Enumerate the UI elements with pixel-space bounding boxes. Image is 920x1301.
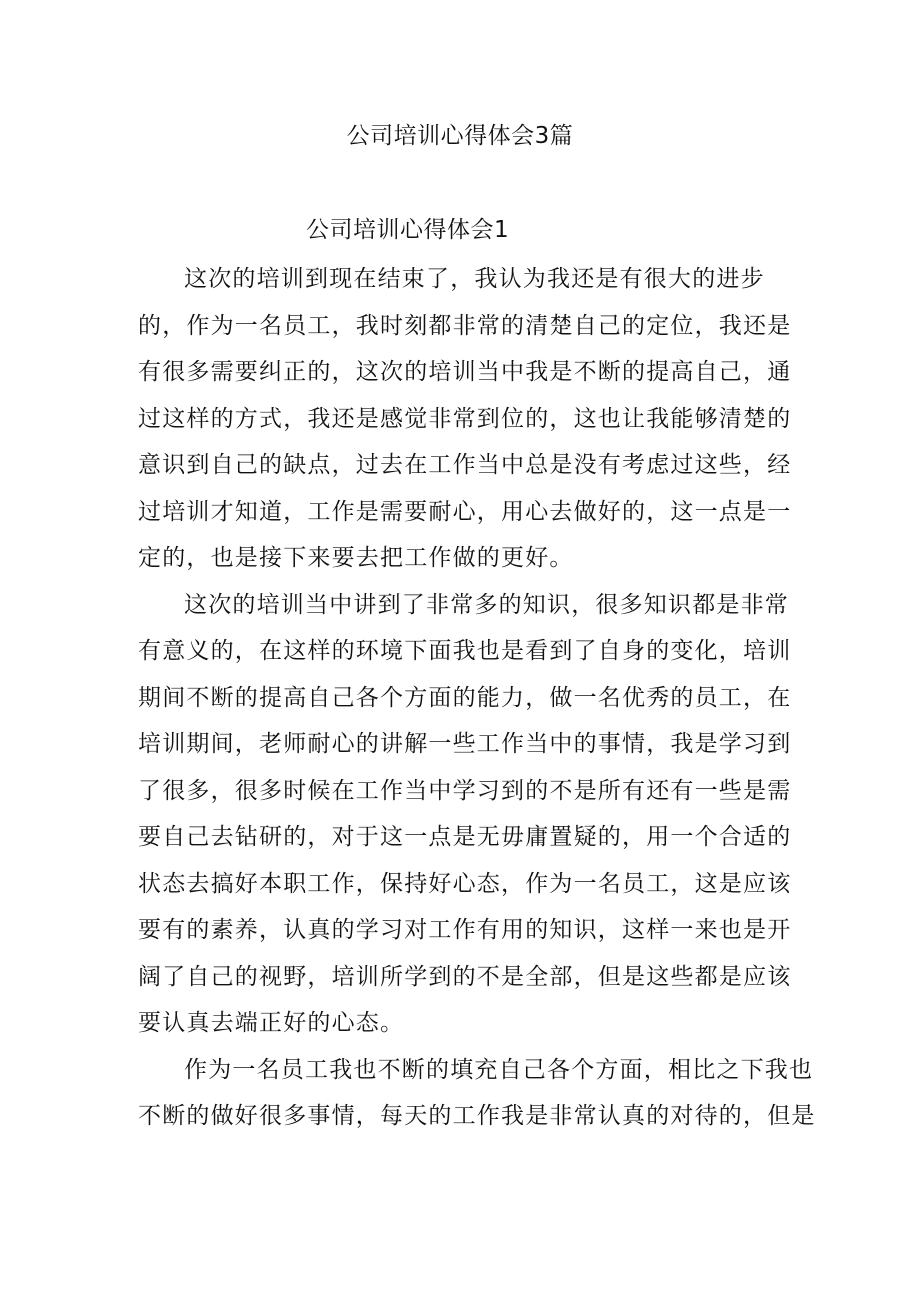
text-line: 有意义的，在这样的环境下面我也是看到了自身的变化，培训 (138, 638, 792, 664)
text-line: 要有的素养，认真的学习对工作有用的知识，这样一来也是开 (138, 917, 792, 943)
text-line: 过这样的方式，我还是感觉非常到位的，这也让我能够清楚的 (138, 405, 792, 432)
text-line: 过培训才知道，工作是需要耐心，用心去做好的，这一点是一 (138, 498, 792, 525)
text-line: 作为一名员工我也不断的填充自己各个方面，相比之下我也 (184, 1056, 814, 1083)
text-line: 阔了自己的视野，培训所学到的不是全部，但是这些都是应该 (138, 963, 792, 990)
text-line: 状态去搞好本职工作，保持好心态，作为一名员工，这是应该 (138, 870, 792, 897)
section-heading: 公司培训心得体会1 (306, 217, 510, 243)
paragraph-1 (138, 256, 792, 582)
text-line: 要自己去钻研的，对于这一点是无毋庸置疑的，用一个合适的 (138, 824, 792, 850)
paragraph-3 (138, 1047, 816, 1140)
paragraph-2 (138, 582, 792, 1047)
text-line: 这次的培训到现在结束了，我认为我还是有很大的进步 (184, 266, 765, 292)
text-line: 有很多需要纠正的，这次的培训当中我是不断的提高自己，通 (138, 359, 792, 385)
document-title: 公司培训心得体会3篇 (346, 123, 574, 149)
text-line: 培训期间，老师耐心的讲解一些工作当中的事情，我是学习到 (138, 731, 792, 757)
document-body (138, 256, 816, 1140)
text-line: 了很多，很多时候在工作当中学习到的不是所有还有一些是需 (138, 777, 792, 804)
text-line: 定的，也是接下来要去把工作做的更好。 (138, 545, 574, 571)
text-line: 这次的培训当中讲到了非常多的知识，很多知识都是非常 (184, 591, 789, 618)
text-line: 期间不断的提高自己各个方面的能力，做一名优秀的员工，在 (138, 684, 792, 711)
text-line: 意识到自己的缺点，过去在工作当中总是没有考虑过这些，经 (138, 452, 792, 478)
text-line: 的，作为一名员工，我时刻都非常的清楚自己的定位，我还是 (138, 312, 792, 339)
text-line: 不断的做好很多事情，每天的工作我是非常认真的对待的，但是 (138, 1103, 816, 1129)
text-line: 要认真去端正好的心态。 (138, 1010, 405, 1036)
